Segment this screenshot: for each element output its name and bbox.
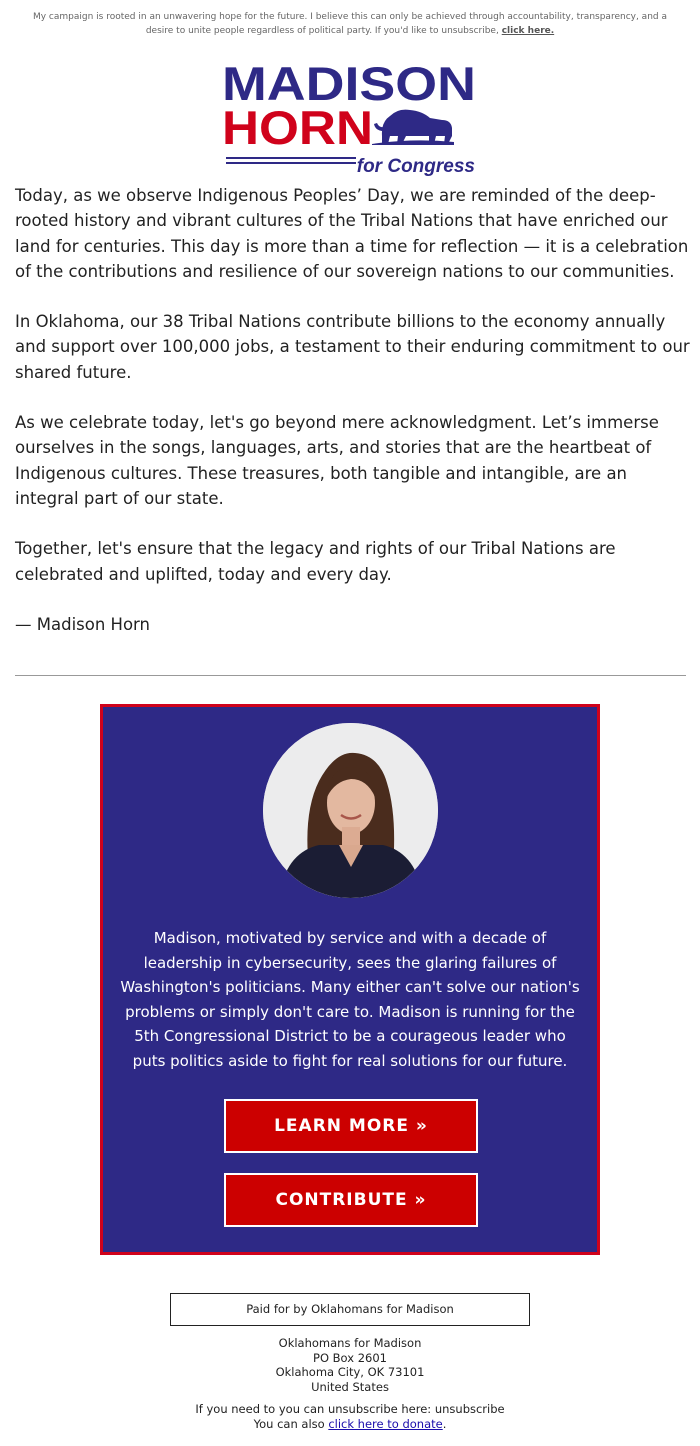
candidate-portrait bbox=[263, 723, 438, 898]
logo-rule-bottom bbox=[226, 162, 356, 164]
donate-prefix: You can also bbox=[253, 1416, 329, 1431]
contribute-button[interactable]: CONTRIBUTE » bbox=[224, 1173, 478, 1227]
logo-horn-text: HORN bbox=[222, 101, 373, 154]
divider bbox=[15, 675, 686, 676]
address-line: Oklahoma City, OK 73101 bbox=[275, 1365, 425, 1379]
donate-line bbox=[150, 1417, 550, 1432]
donate-link[interactable]: click here to donate bbox=[328, 1416, 443, 1431]
address-line: Oklahomans for Madison bbox=[278, 1336, 422, 1350]
donate-suffix: . bbox=[442, 1416, 447, 1431]
letter-paragraph: As we celebrate today, let's go beyond mere acknowledgment. Let’s immerse ourselves in the songs, languages, arts, and stories that are the heartbeat of Indigenous cultures. These treasures, both tangible and intangible, are an integral part of our state. bbox=[15, 413, 659, 508]
footer-links bbox=[150, 1402, 550, 1431]
address-line: PO Box 2601 bbox=[313, 1350, 387, 1365]
address-line: United States bbox=[311, 1379, 389, 1394]
letter-body bbox=[15, 183, 690, 662]
letter-paragraph: Today, as we observe Indigenous Peoples’ Day, we are reminded of the deep-rooted history and vibrant cultures of the Tribal Nations that have enriched our land for centuries. This day is more than a time for reflection — it is a celebration of the contributions and resilience of our sovereign nations to our communities. bbox=[15, 186, 689, 281]
bio-text: Madison, motivated by service and with a decade of leadership in cybersecurity, sees the glaring failures of Washington's politicians. Many either can't solve our nation's problems or simply don't care to. Madison is running for the 5th Congressional District to be a courageous leader who puts politics aside to fight for real solutions for our future. bbox=[120, 929, 580, 1070]
logo-rule-top bbox=[226, 157, 356, 159]
bison-icon bbox=[372, 110, 454, 145]
letter-signature: — Madison Horn bbox=[15, 614, 150, 634]
bio-card bbox=[100, 704, 600, 1255]
preheader-text: My campaign is rooted in an unwavering hope for the future. I believe this can only be achieved through accountability, transparency, and a desire to unite people regardless of political party. If you'd like to unsubscribe, bbox=[32, 12, 667, 36]
unsubscribe-link[interactable]: click here. bbox=[501, 26, 555, 36]
learn-more-button[interactable]: LEARN MORE » bbox=[224, 1099, 478, 1153]
letter-paragraph: In Oklahoma, our 38 Tribal Nations contribute billions to the economy annually and support over 100,000 jobs, a testament to their enduring commitment to our shared future. bbox=[15, 312, 690, 382]
letter-paragraph: Together, let's ensure that the legacy and rights of our Tribal Nations are celebrated and uplifted, today and every day. bbox=[15, 539, 616, 584]
preheader bbox=[30, 10, 670, 38]
unsubscribe-text[interactable]: If you need to you can unsubscribe here: unsubscribe bbox=[195, 1402, 505, 1416]
campaign-logo bbox=[222, 56, 478, 182]
paid-for-disclaimer: Paid for by Oklahomans for Madison bbox=[170, 1293, 530, 1326]
mailing-address bbox=[150, 1336, 550, 1394]
logo-madison-text: MADISON bbox=[222, 57, 476, 110]
candidate-portrait-image bbox=[263, 723, 438, 898]
logo-tagline: for Congress bbox=[356, 156, 475, 177]
